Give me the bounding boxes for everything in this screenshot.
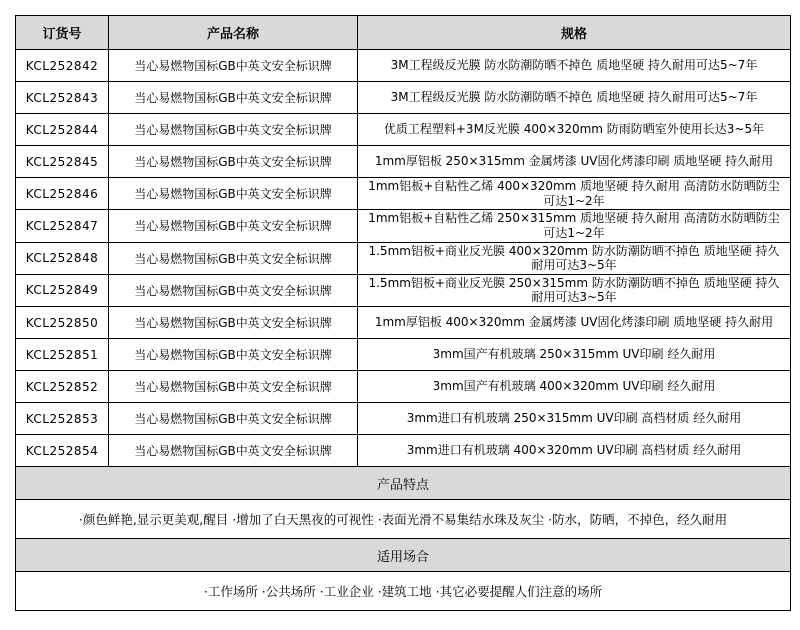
table-row [16, 403, 791, 435]
product-name-cell: 当心易燃物国标GB中英文安全标识牌 [109, 178, 358, 210]
product-name-cell: 当心易燃物国标GB中英文安全标识牌 [109, 307, 358, 339]
product-name-cell: 当心易燃物国标GB中英文安全标识牌 [109, 146, 358, 178]
spec-cell: 3mm国产有机玻璃 250×315mm UV印刷 经久耐用 [358, 339, 791, 371]
table-row [16, 435, 791, 467]
usage-section-title: 适用场合 [16, 539, 791, 572]
usage-header-row [16, 539, 791, 572]
usage-text-row [16, 572, 791, 611]
table-row [16, 274, 791, 306]
table-row [16, 178, 791, 210]
spec-cell: 1mm铝板+自粘性乙烯 400×320mm 质地坚硬 持久耐用 高清防水防晒防尘可达1~2年 [358, 178, 791, 210]
product-name-cell: 当心易燃物国标GB中英文安全标识牌 [109, 82, 358, 114]
order-code-cell: KCL252845 [16, 146, 109, 178]
features-header-row [16, 467, 791, 500]
sections-body [16, 467, 791, 611]
product-name-cell: 当心易燃物国标GB中英文安全标识牌 [109, 403, 358, 435]
features-text-row [16, 500, 791, 539]
product-name-cell: 当心易燃物国标GB中英文安全标识牌 [109, 50, 358, 82]
spec-cell: 3M工程级反光膜 防水防潮防晒不掉色 质地坚硬 持久耐用可达5~7年 [358, 82, 791, 114]
product-rows [16, 50, 791, 467]
order-code-cell: KCL252848 [16, 242, 109, 274]
features-text: ·颜色鲜艳,显示更美观,醒目 ·增加了白天黑夜的可视性 ·表面光滑不易集结水珠及灰尘 ·防水，防晒，不掉色，经久耐用 [16, 500, 791, 539]
product-name-cell: 当心易燃物国标GB中英文安全标识牌 [109, 435, 358, 467]
product-name-cell: 当心易燃物国标GB中英文安全标识牌 [109, 114, 358, 146]
usage-text: ·工作场所 ·公共场所 ·工业企业 ·建筑工地 ·其它必要提醒人们注意的场所 [16, 572, 791, 611]
spec-cell: 1mm厚铝板 250×315mm 金属烤漆 UV固化烤漆印刷 质地坚硬 持久耐用 [358, 146, 791, 178]
order-code-cell: KCL252849 [16, 274, 109, 306]
spec-cell: 1mm铝板+自粘性乙烯 250×315mm 质地坚硬 持久耐用 高清防水防晒防尘可达1~2年 [358, 210, 791, 242]
table-row [16, 242, 791, 274]
product-name-cell: 当心易燃物国标GB中英文安全标识牌 [109, 274, 358, 306]
col-header-order-code: 订货号 [16, 16, 109, 50]
product-spec-table [15, 15, 791, 611]
order-code-cell: KCL252854 [16, 435, 109, 467]
product-name-cell: 当心易燃物国标GB中英文安全标识牌 [109, 242, 358, 274]
order-code-cell: KCL252842 [16, 50, 109, 82]
product-name-cell: 当心易燃物国标GB中英文安全标识牌 [109, 210, 358, 242]
table-header-row [16, 16, 791, 50]
order-code-cell: KCL252847 [16, 210, 109, 242]
order-code-cell: KCL252846 [16, 178, 109, 210]
spec-cell: 3M工程级反光膜 防水防潮防晒不掉色 质地坚硬 持久耐用可达5~7年 [358, 50, 791, 82]
product-name-cell: 当心易燃物国标GB中英文安全标识牌 [109, 371, 358, 403]
spec-cell: 1.5mm铝板+商业反光膜 250×315mm 防水防潮防晒不掉色 质地坚硬 持久耐用可达3~5年 [358, 274, 791, 306]
order-code-cell: KCL252852 [16, 371, 109, 403]
spec-cell: 优质工程塑料+3M反光膜 400×320mm 防雨防晒室外使用长达3~5年 [358, 114, 791, 146]
order-code-cell: KCL252844 [16, 114, 109, 146]
order-code-cell: KCL252843 [16, 82, 109, 114]
order-code-cell: KCL252850 [16, 307, 109, 339]
spec-cell: 3mm国产有机玻璃 400×320mm UV印刷 经久耐用 [358, 371, 791, 403]
product-name-cell: 当心易燃物国标GB中英文安全标识牌 [109, 339, 358, 371]
spec-cell: 3mm进口有机玻璃 400×320mm UV印刷 高档材质 经久耐用 [358, 435, 791, 467]
table-row [16, 50, 791, 82]
order-code-cell: KCL252851 [16, 339, 109, 371]
features-section-title: 产品特点 [16, 467, 791, 500]
order-code-cell: KCL252853 [16, 403, 109, 435]
table-row [16, 146, 791, 178]
col-header-product-name: 产品名称 [109, 16, 358, 50]
spec-cell: 1.5mm铝板+商业反光膜 400×320mm 防水防潮防晒不掉色 质地坚硬 持久耐用可达3~5年 [358, 242, 791, 274]
col-header-spec: 规格 [358, 16, 791, 50]
table-row [16, 339, 791, 371]
spec-cell: 3mm进口有机玻璃 250×315mm UV印刷 高档材质 经久耐用 [358, 403, 791, 435]
spec-cell: 1mm厚铝板 400×320mm 金属烤漆 UV固化烤漆印刷 质地坚硬 持久耐用 [358, 307, 791, 339]
table-row [16, 307, 791, 339]
table-row [16, 114, 791, 146]
table-row [16, 371, 791, 403]
table-row [16, 82, 791, 114]
table-row [16, 210, 791, 242]
